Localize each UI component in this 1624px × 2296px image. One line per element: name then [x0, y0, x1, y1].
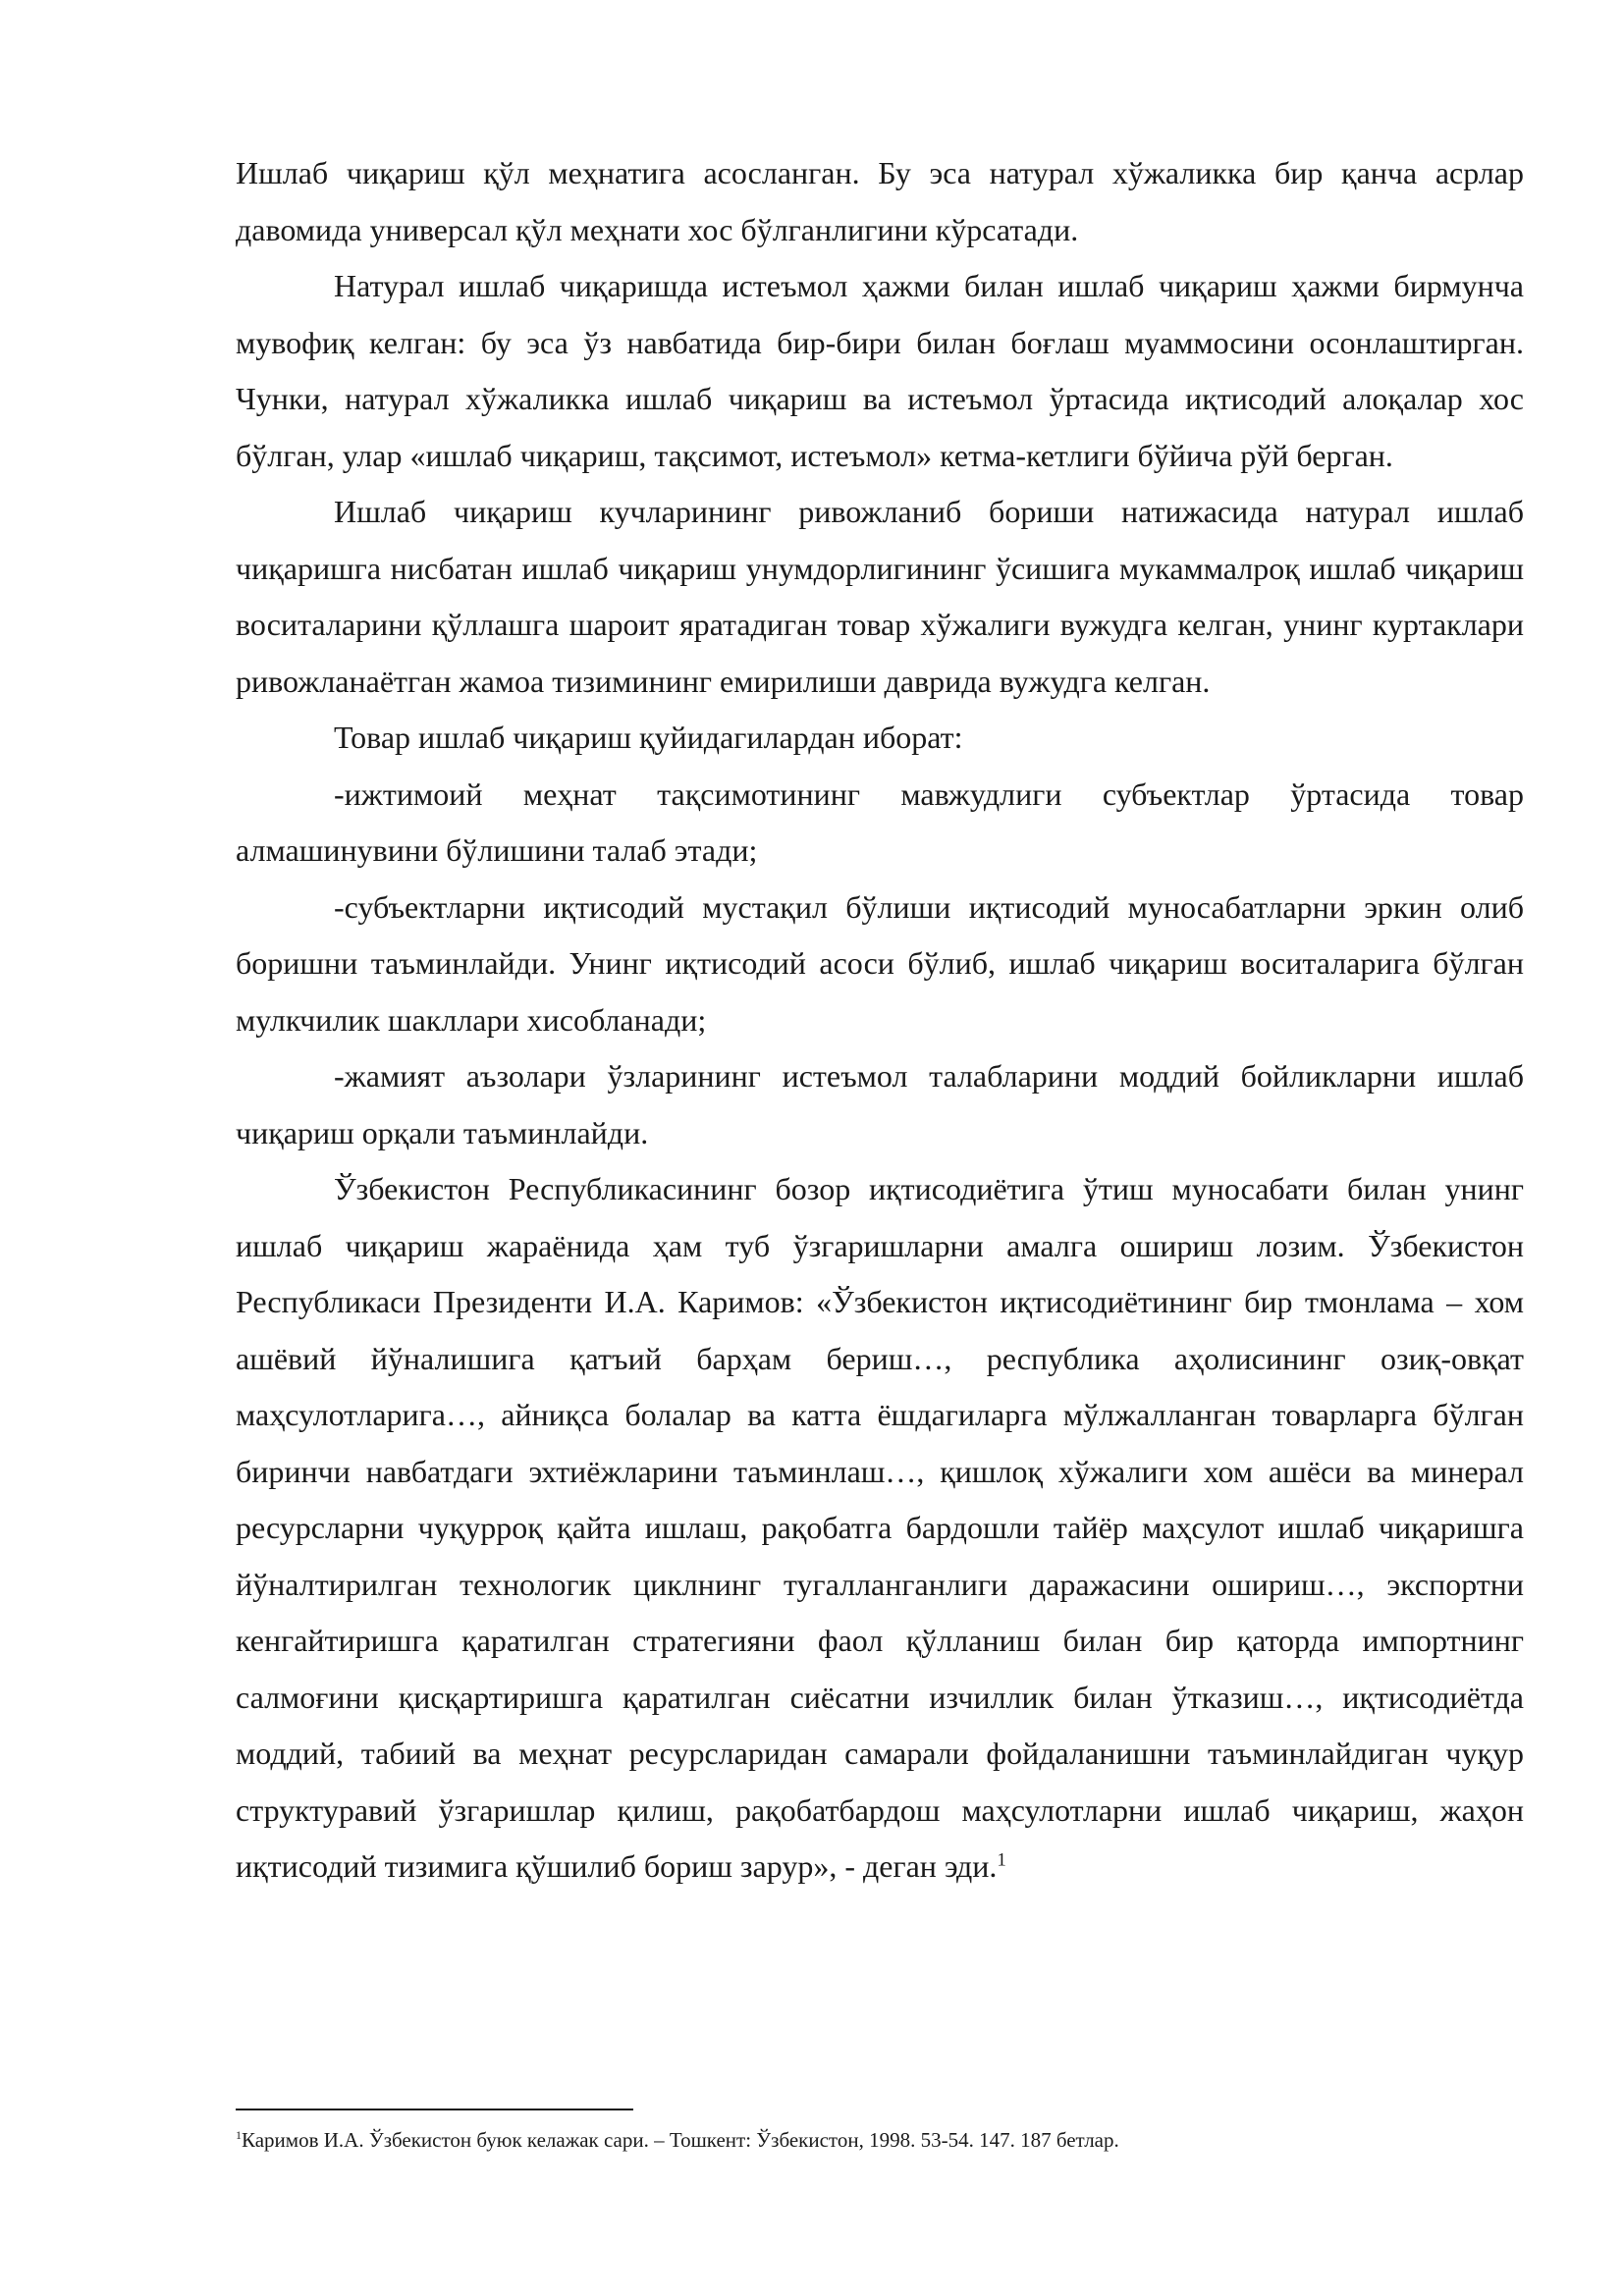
paragraph-3: Ишлаб чиқариш кучларининг ривожланиб бориши натижасида натурал ишлаб чиқаришга нисбатан ишлаб чиқариш унумдорлигининг ўсишига мукаммалроқ ишлаб чиқариш воситаларини қўллашга шароит яратадиган товар хўжалиги вужудга келган, унинг куртаклари ривожланаётган жамоа тизимининг емирилиши даврида вужудга келган. [236, 494, 1524, 699]
paragraph-4: Товар ишлаб чиқариш қуйидагилардан иборат: [334, 720, 963, 755]
footnote-text: Каримов И.А. Ўзбекистон буюк келажак сари. – Тошкент: Ўзбекистон, 1998. 53-54. 147. 187 бетлар. [242, 2128, 1119, 2152]
quote-text: Ўзбекистон Республикасининг бозор иқтисодиётига ўтиш муносабати билан унинг ишлаб чиқариш жараёнида ҳам туб ўзгаришларни амалга ошириш лозим. Ўзбекистон Республикаси Президенти И.А. Каримов: «Ўзбекистон иқтисодиётининг бир тмонлама – хом ашёвий йўналишига қатъий барҳам бериш…, республика аҳолисининг озиқ-овқат маҳсулотларига…, айниқса болалар ва катта ёшдагиларга мўлжалланган товарларга бўлган биринчи навбатдаги эхтиёжларини таъминлаш…, қишлоқ хўжалиги хом ашёси ва минерал ресурсларни чуқурроқ қайта ишлаш, рақобатга бардошли тайёр маҳсулот ишлаб чиқаришга йўналтирилган технологик циклнинг тугалланганлиги даражасини ошириш…, экспортни кенгайтиришга қаратилган стратегияни фаол қўлланиш билан бир қаторда импортнинг салмоғини қисқартиришга қаратилган сиёсатни изчиллик билан ўтказиш…, иқтисодиётда моддий, табиий ва меҳнат ресурсларидан самарали фойдаланишни таъминлайдиган чуқур структуравий ўзгаришлар қилиш, рақобатбардош маҳсулотларни ишлаб чиқариш, жаҳон иқтисодий тизимига қўшилиб бориш зарур», - деган эди. [236, 1171, 1524, 1884]
list-item-2: -субъектларни иқтисодий мустақил бўлиши иқтисодий муносабатларни эркин олиб боришни таъминлайди. Унинг иқтисодий асоси бўлиб, ишлаб чиқариш воситаларига бўлган мулкчилик шакллари хисобланади; [236, 888, 1524, 1038]
paragraph-2: Натурал ишлаб чиқаришда истеъмол ҳажми билан ишлаб чиқариш ҳажми бирмунча мувофиқ келган: бу эса ўз навбатида бир-бири билан боғлаш муаммосини осонлаштирган. Чунки, натурал хўжаликка ишлаб чиқариш ва истеъмол ўртасида иқтисодий алоқалар хос бўлган, улар «ишлаб чиқариш, тақсимот, истеъмол» кетма-кетлиги бўйича рўй берган. [236, 268, 1524, 473]
footnote-reference: 1 [997, 1849, 1006, 1871]
footnote [236, 2125, 1524, 2155]
list-item-3: -жамият аъзолари ўзларининг истеъмол талабларини моддий бойликларни ишлаб чиқариш орқали таъминлайди. [236, 1058, 1524, 1150]
footnote-marker: 1 [236, 2128, 242, 2142]
document-body [236, 145, 1524, 1896]
list-item-1: -ижтимоий меҳнат тақсимотининг мавжудлиги субъектлар ўртасида товар алмашинувини бўлишини талаб этади; [236, 775, 1524, 868]
paragraph-1: Ишлаб чиқариш қўл меҳнатига асосланган. Бу эса натурал хўжаликка бир қанча асрлар давомида универсал қўл меҳнати хос бўлганлигини кўрсатади. [236, 155, 1524, 247]
footnote-separator [236, 2109, 633, 2110]
paragraph-quote [236, 1161, 1524, 1896]
